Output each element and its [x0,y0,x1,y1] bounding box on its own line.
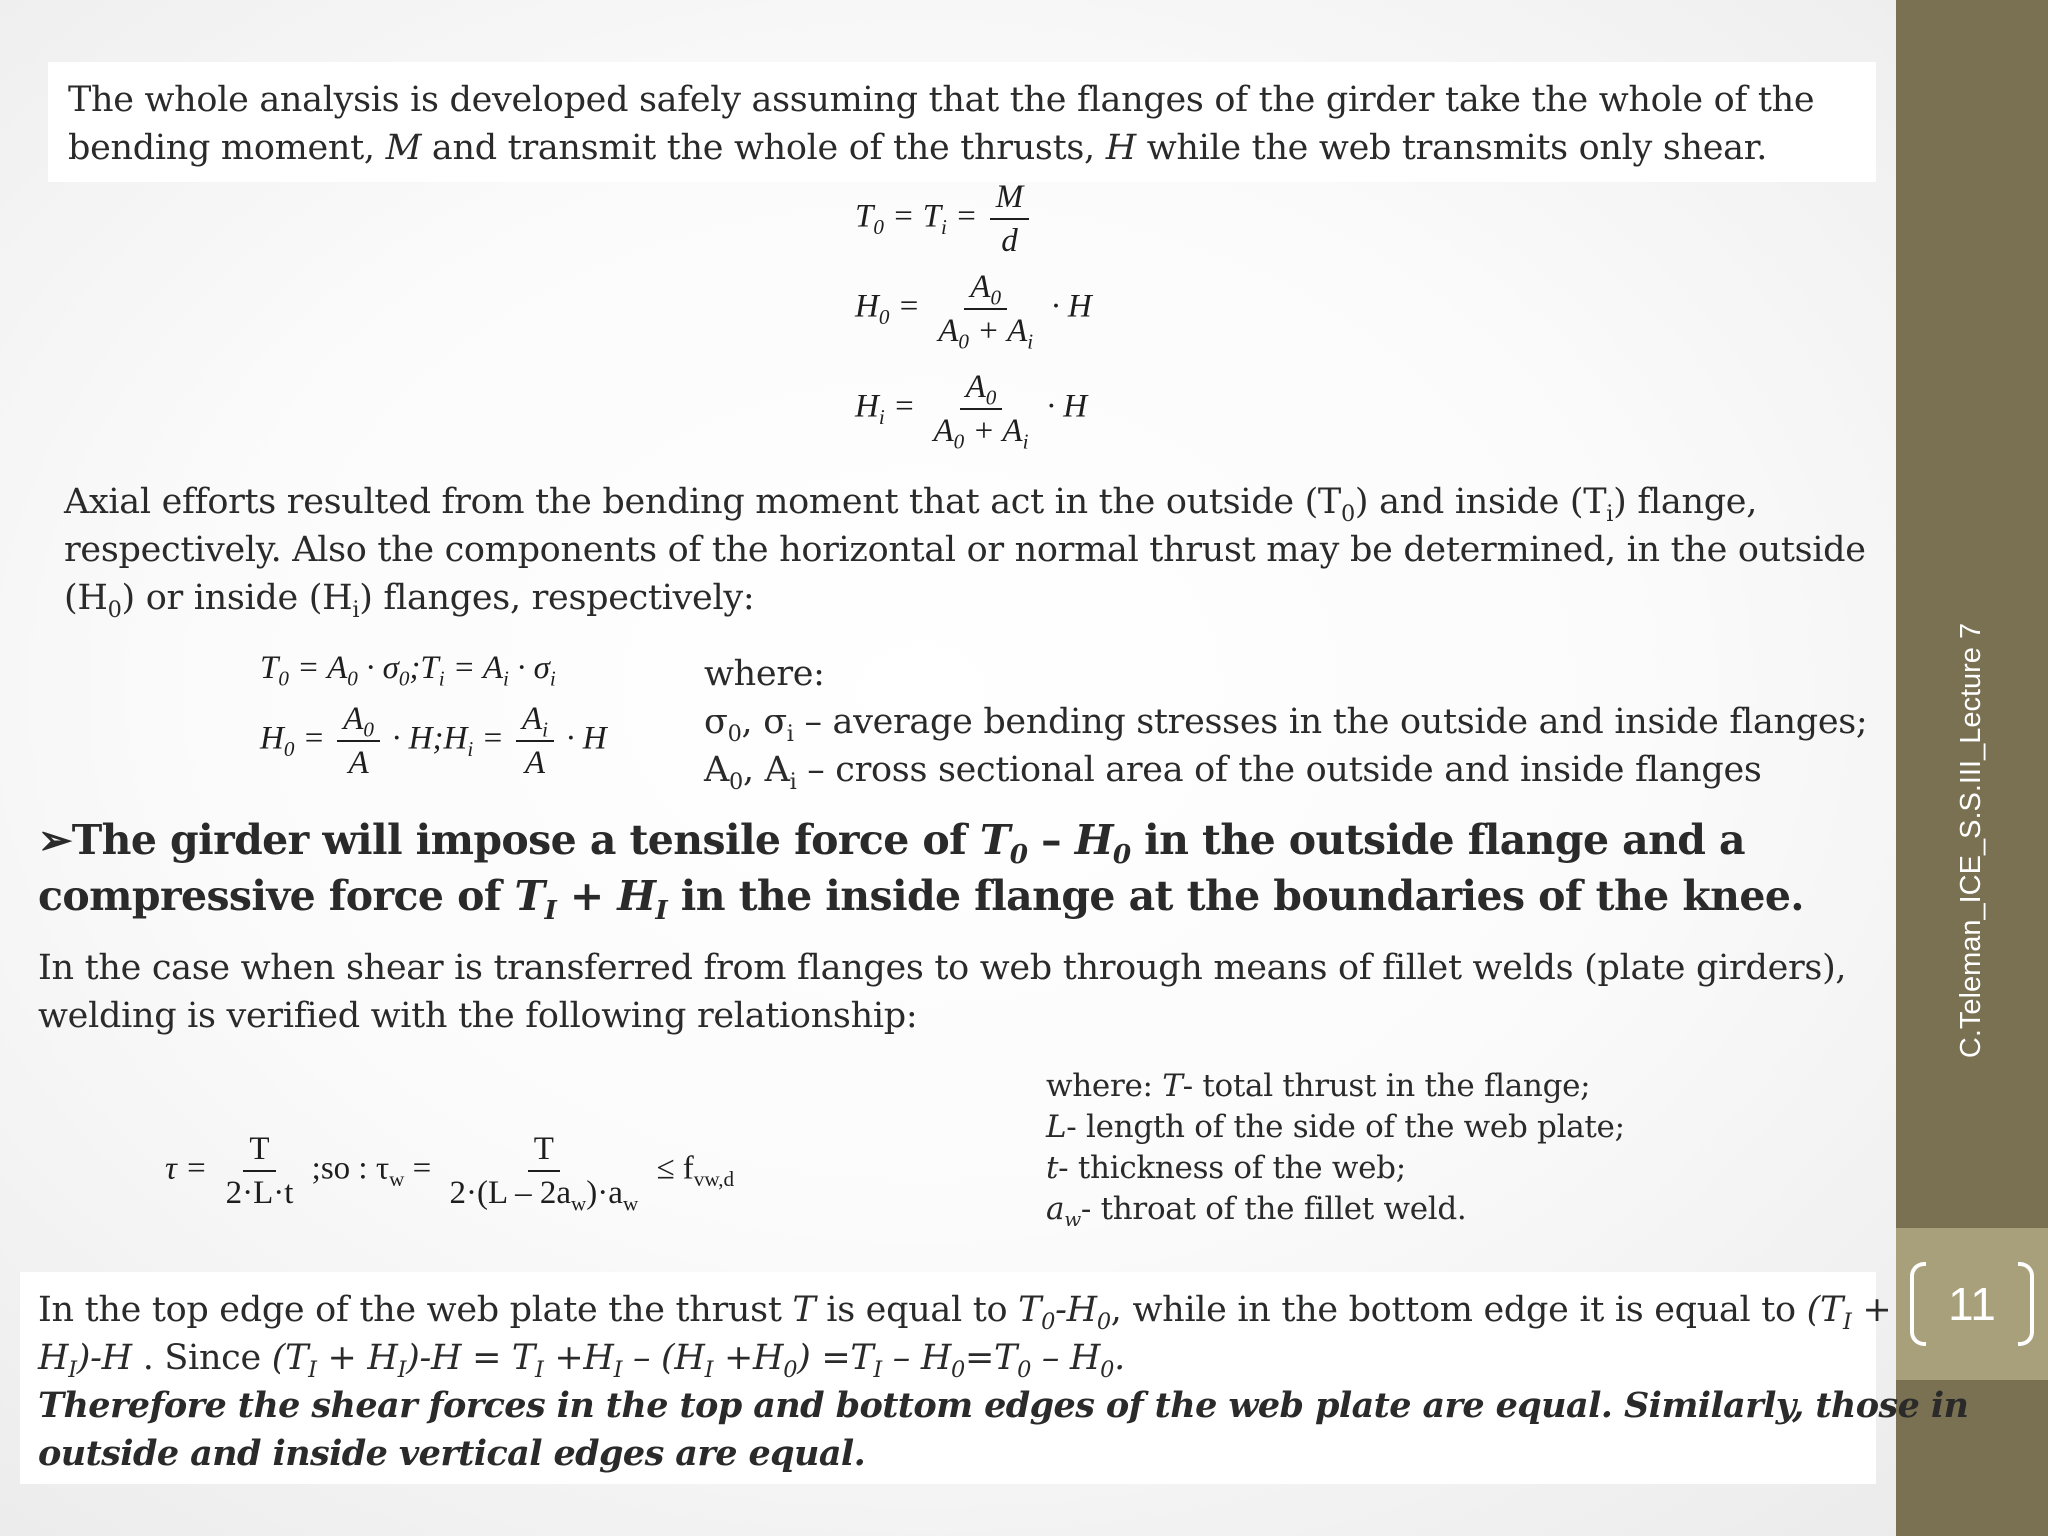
page-number-box [1910,1262,2034,1346]
shear-line-2: welding is verified with the following relationship: [38,996,918,1036]
where-area-line: $A_0$, $A_i$ – cross sectional area of the outside and inside flanges [704,750,1762,795]
where2-line-2: L- length of the side of the web plate; [1046,1109,1625,1145]
where2-line-1: where: T- total thrust in the flange; [1046,1068,1591,1104]
equation-flange-force: $T_0 = T_i$ = $\frac{M}{d}$ [855,178,1033,260]
conclusion-line-1: In the top edge of the web plate the thrust T is equal to $T_0-H_0$, while in the bottom edge it is equal to ($T_I$ + [38,1290,1892,1335]
axial-line-2: respectively. Also the components of the horizontal or normal thrust may be determined, in the outside [64,530,1866,570]
intro-line-1: The whole analysis is developed safely assuming that the flanges of the girder take the whole of the [68,80,1815,120]
conclusion-line-2: $H_I)-H$ . Since $(T_I + H_I)-H = T_I +H_I - (H_I +H_0) =T_I - H_0=T_0 - H_0$. [38,1338,1125,1383]
equation-h0: $H_0$ = $\frac{A_0}{A_0 + A_i}$ · H [855,269,1092,354]
fraction: $\frac{A_i}{A}$ [516,700,554,782]
footer-text: C.Teleman_ICE_S.S.III_Lecture 7 [1955,622,1988,1058]
bullet-line-1: ➢The girder will impose a tensile force of $T_0 - H_0$ in the outside flange and a [38,816,1746,871]
equation-weld-shear: τ = $\frac{T}{2\cdot L\cdot t}$ ;so : $\tau_w$ = $\frac{T}{2\cdot(L - 2a_w)\cdot a_w}$ ≤ $f_{vw,d}$ [165,1131,735,1216]
axial-line-1: Axial efforts resulted from the bending moment that act in the outside $(T_0)$ and inside $(T_i)$ flange, [64,482,1758,527]
conclusion-line-3: Therefore the shear forces in the top and bottom edges of the web plate are equal. Similarly, those in [38,1385,1969,1426]
shear-line-1: In the case when shear is transferred from flanges to web through means of fillet welds (plate girders), [38,948,1847,988]
fraction: $\frac{A_0}{A_0 + A_i}$ [938,269,1034,354]
where-sigma-line: $\sigma_0$, $\sigma_i$ – average bending stresses in the outside and inside flanges; [704,702,1868,747]
equation-hi: $H_i$ = $\frac{A_0}{A_0 + A_i}$ · H [855,369,1088,454]
fraction: $\frac{M}{d}$ [990,178,1030,260]
fraction: $\frac{T}{2\cdot(L - 2a_w)\cdot a_w}$ [449,1131,639,1216]
right-bracket-shape [2018,1262,2034,1346]
where-title: where: [704,654,825,694]
intro-line-2: bending moment, M and transmit the whole of the thrusts, H while the web transmits only shear. [68,128,1768,168]
footer-text-container [1896,480,2048,1200]
bullet-arrow-icon: ➢ [38,816,72,864]
conclusion-line-4: outside and inside vertical edges are equal. [38,1433,866,1474]
axial-line-3: $(H_0)$ or inside $(H_i)$ flanges, respectively: [64,578,755,623]
fraction: $\frac{A_0}{A}$ [337,700,380,782]
fraction: $\frac{A_0}{A_0 + A_i}$ [933,369,1029,454]
where2-line-3: t- thickness of the web; [1046,1150,1406,1186]
equation-h-area: $H_0$ = $\frac{A_0}{A}$ · $H;H_i$ = $\frac{A_i}{A}$ · H [260,701,607,781]
where2-line-4: $a_w-$ throat of the fillet weld. [1046,1191,1467,1232]
left-bracket-shape [1910,1262,1926,1346]
page-number: 11 [1948,1278,1996,1330]
bullet-line-2: compressive force of $T_I + H_I$ in the inside flange at the boundaries of the knee. [38,872,1804,927]
fraction: $\frac{T}{2\cdot L\cdot t}$ [225,1131,294,1211]
equation-t-sigma: $T_0 = A_0$ · $\sigma_0;T_i = A_i \cdot \sigma_i$ [260,650,556,691]
